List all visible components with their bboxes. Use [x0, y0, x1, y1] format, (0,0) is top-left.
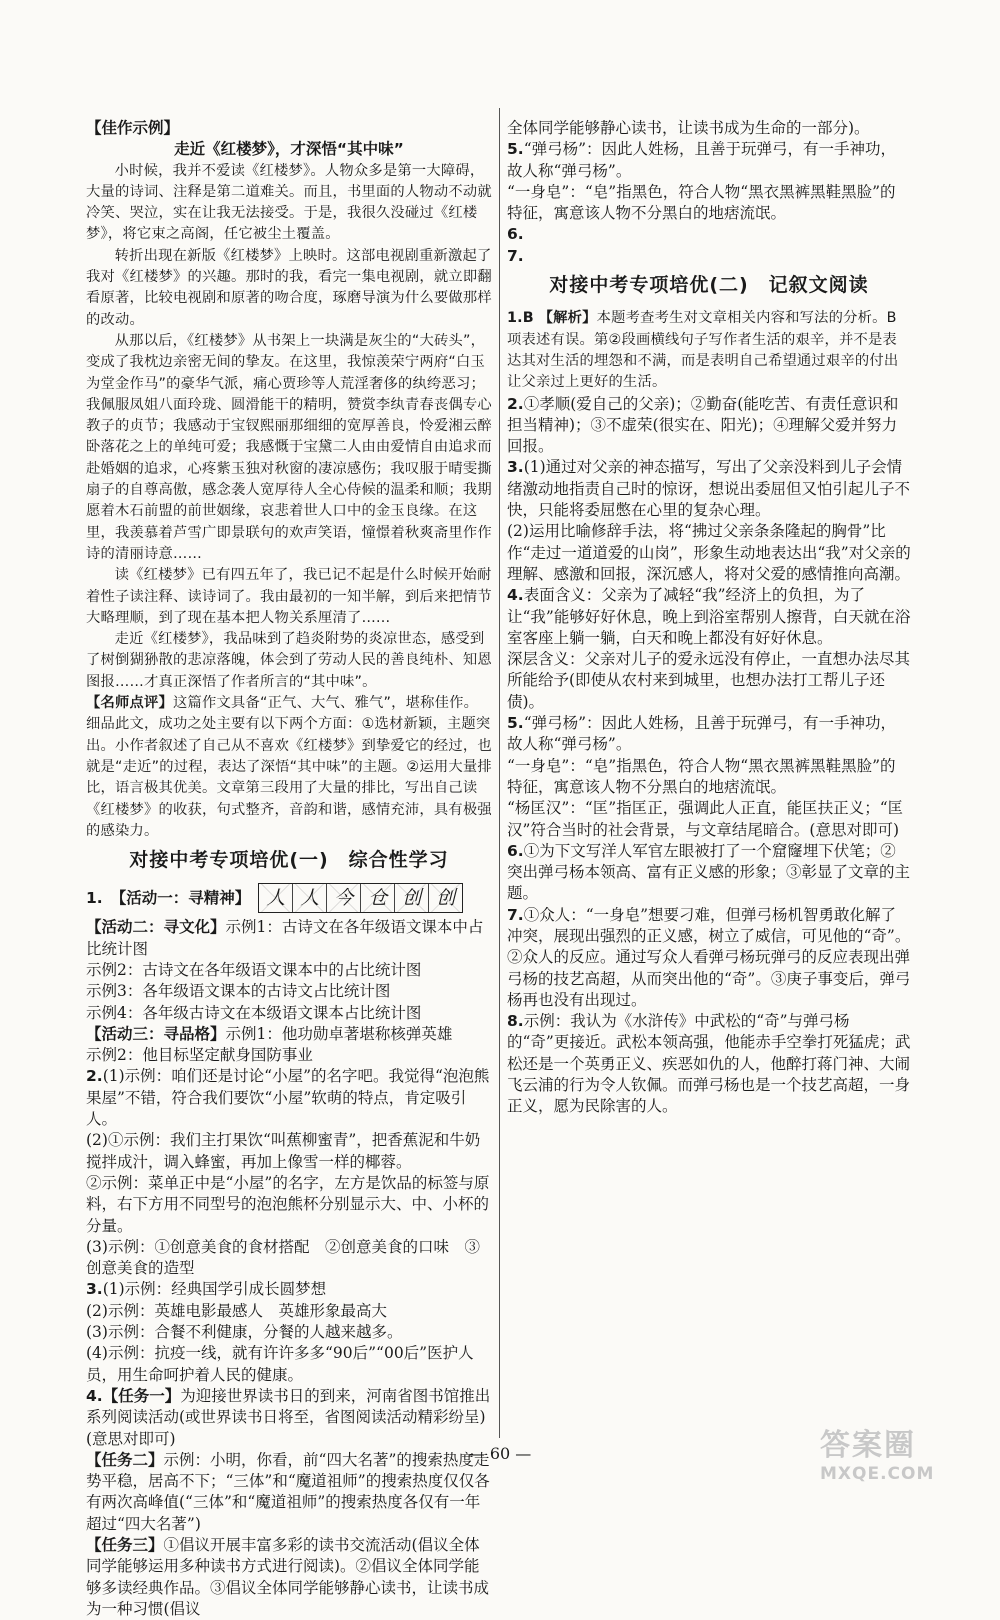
answer-line: ②示例：菜单正中是“小屋”的名字，左方是饮品的标签与原料，右下方用不同型号的泡泡熊杯分别显示大、中、小杯的分量。: [86, 1173, 490, 1235]
question-number: 6.: [507, 225, 524, 244]
answer-line: 示例4：各年级古诗文在本级语文课本占比统计图: [86, 1003, 422, 1022]
answer-line: 示例2：他目标坚定献身国防事业: [86, 1046, 313, 1065]
answer-line: 示例2：古诗文在各年级语文课本中的占比统计图: [86, 960, 422, 979]
essay-paragraph: 转折出现在新版《红楼梦》上映时。这部电视剧重新激起了我对《红楼梦》的兴趣。那时的我，看完一集电视剧，就立即翻看原著，比较电视剧和原著的吻合度，琢磨导演为什么要做那样的改动。: [86, 247, 492, 328]
answer-line: [507, 1011, 911, 1117]
character-grid: [258, 883, 463, 913]
watermark-url: MXQE.COM: [820, 1464, 935, 1484]
teacher-review: [86, 693, 492, 842]
question-number: 2.: [507, 394, 524, 413]
review-tag: 【名师点评】: [86, 695, 173, 712]
watermark-logo: [820, 1420, 980, 1486]
task-tag: 【任务三】: [86, 1536, 164, 1554]
review-text: 这篇作文具备“正气、大气、雅气”，堪称佳作。细品此文，成功之处主要有以下两个方面：①选材新颖，主题突出。小作者叙述了自己从不喜欢《红楼梦》到挚爱它的经过，也就是“走近”的过程，表达了深悟“其中味”的主题。②运用大量排比，语言极其优美。文章第三段用了大量的排比，写出自己读《红楼梦》的收获，句式整齐，音韵和谐，感情充沛，具有极强的感染力。: [86, 695, 492, 839]
essay-paragraph: 读《红楼梦》已有四五年了，我已记不起是什么时候开始耐着性子读注释、读诗词了。我由最初的一知半解，到后来把情节大略理顺，到了现在基本把人物关系厘清了……: [86, 567, 492, 626]
question-number: 5.: [507, 714, 524, 733]
grid-cell: 创: [395, 884, 429, 912]
essay-paragraph: 从那以后，《红楼梦》从书架上一块满是灰尘的“大砖头”，变成了我枕边亲密无间的挚友。在这里，我惊羡荣宁两府“白玉为堂金作马”的豪华气派，痛心贾珍等人荒淫奢侈的纨绔恶习；我佩服凤姐八面玲珑、圆滑能干的精明，赞赏李纨青春丧偶专心教子的贞节；我感动于宝钗熙丽那细细的宽厚善良，怜爱湘云醉卧落花之上的单纯可爱；我感慨于宝黛二人由由爱情自由追求而赴婚姻的追求，心疼紫玉独对秋窗的凄凉感伤；我叹服于晴雯撕扇子的自尊高傲，感念袭人宽厚待人全心侍候的温柔和顺；我期愿着木石前盟的前世姻缘，哀悲着世人口中的金玉良缘。在这里，我羡慕着芦雪广即景联句的欢声笑语，憧憬着秋爽斋里作作诗的清丽诗意……: [86, 332, 492, 562]
answer-text: ①倡议开展丰富多彩的读书交流活动(倡议全体同学能够运用多种读书方式进行阅读)。②倡议全体同学能够多读经典作品。③倡议全体同学能够静心读书，让读书成为一种习惯(倡议: [86, 1536, 490, 1618]
left-column: [86, 118, 492, 1620]
answer-text: ①孝顺(爱自己的父亲)；②勤奋(能吃苦、有责任意识和担当精神)；③不虚荣(很实在、阳光)；④理解父爱并努力回报。: [507, 394, 899, 456]
essay-title: 走近《红楼梦》，才深悟“其中味”: [174, 140, 404, 159]
answer-line: (2)示例：英雄电影最感人 英雄形象最高大: [86, 1301, 387, 1320]
task-tag: 【任务二】: [86, 1450, 164, 1469]
right-column: [507, 118, 911, 1118]
grid-cell: 人: [259, 884, 293, 912]
column-divider: [499, 108, 500, 1438]
essay-header-tag: 【佳作示例】: [86, 119, 180, 137]
activity-tag: 【活动二：寻文化】: [86, 918, 226, 937]
answer-text: (1)示例：咱们还是讨论“小屋”的名字吧。我觉得“泡泡熊果屋”不错，符合我们要饮“小屋”软萌的特点，肯定吸引人。: [86, 1067, 490, 1129]
answer-line: “一身皂”：“皂”指黑色，符合人物“黑衣黑裤黑鞋黑脸”的特征，寓意该人物不分黑白的地痞流氓。: [507, 182, 896, 223]
answer-line: [86, 1024, 492, 1045]
answer-text: 示例1：古诗文在各年级语文课本中占比统计图: [86, 918, 484, 958]
answer-line: [507, 308, 911, 393]
grid-cell: 仓: [361, 884, 395, 912]
answer-line: 示例3：各年级语文课本的古诗文占比统计图: [86, 982, 391, 1001]
section-title-2: 对接中考专项培优(二) 记叙文阅读: [549, 274, 869, 297]
answer-line: 深层含义：父亲对儿子的爱永远没有停止，一直想办法尽其所能给予(即使从农村来到城里，也想办法打工帮儿子还债)。: [507, 650, 911, 711]
grid-cell: 创: [429, 884, 462, 912]
question-number: 7.: [507, 905, 524, 924]
answer-line: (2)运用比喻修辞手法，将“拂过父亲条条隆起的胸骨”比作“走过一道道爱的山岗”，形象生动地表达出“我”对父亲的理解、感激和回报，深沉感人，将对父爱的感情推向高潮。: [507, 522, 911, 583]
answer-text: 示例：我认为《水浒传》中武松的“奇”与弹弓杨的“奇”更接近。武松本领高强，他能赤手空拳打死猛虎；武松还是一个英勇正义、疾恶如仇的人，他醉打蒋门神、大闹飞云浦的行为令人钦佩。而弹弓杨也是一个技艺高超，一身正义，愿为民除害的人。: [507, 1012, 911, 1116]
question-number: 1.: [86, 888, 103, 907]
answer-line: [507, 457, 911, 521]
task-tag: 【任务一】: [102, 1386, 181, 1405]
answer-line: [507, 246, 911, 267]
question-number: 7.: [507, 246, 524, 265]
answer-text: ①众人：“一身皂”想要刁难，但弹弓杨机智勇敢化解了冲突，展现出强烈的正义感，树立了威信，可见他的“奇”。②众人的反应。通过写众人看弹弓杨玩弹弓的反应表现出弹弓杨的技艺高超，从而突出他的“奇”。③庚子事变后，弹弓杨再也没有出现过。: [507, 905, 911, 1009]
question-number: 5.: [507, 140, 524, 159]
answer-line: (3)示例：合餐不利健康，分餐的人越来越多。: [86, 1323, 403, 1342]
essay-paragraph: 走近《红楼梦》，我品味到了趋炎附势的炎凉世态，感受到了树倒猢狲散的悲凉落魄，体会到了劳动人民的善良纯朴、知恩图报……才真正深悟了作者所言的“其中味”。: [86, 631, 492, 690]
essay-paragraph: 小时候，我并不爱读《红楼梦》。人物众多是第一大障碍，大量的诗词、注释是第二道难关。而且，书里面的人物动不动就冷笑、哭泣，实在让我无法接受。于是，我很久没碰过《红楼梦》，将它束之高阁，任它被尘土覆盖。: [86, 162, 492, 243]
answer-line: [507, 905, 911, 1011]
page-number: — 60 —: [468, 1444, 532, 1463]
question-number: 3.: [86, 1280, 103, 1299]
grid-cell: 人: [293, 884, 327, 912]
answer-line: [86, 1279, 492, 1300]
answer-line: [86, 1386, 492, 1450]
answer-text: “弹弓杨”：因此人姓杨，且善于玩弹弓，有一手神功，故人称“弹弓杨”。: [507, 714, 897, 754]
answer-text: 表面含义：父亲为了减轻“我”经济上的负担，为了让“我”能够好好休息，晚上到浴室帮别人擦背，白天就在浴室客座上躺一躺，白天和晚上都没有好好休息。: [507, 586, 911, 647]
answer-text: 示例1：他功勋卓著堪称核弹英雄: [225, 1024, 453, 1043]
answer-line: (3)示例：①创意美食的食材搭配 ②创意美食的口味 ③创意美食的造型: [86, 1237, 480, 1278]
grid-cell: 今: [327, 884, 361, 912]
answer-text: 为迎接世界读书日的到来，河南省图书馆推出系列阅读活动(或世界读书日将至，省图阅读活动精彩纷呈)(意思对即可): [86, 1386, 491, 1448]
answer-line: [86, 917, 492, 960]
analysis-tag: 【解析】: [538, 310, 597, 327]
question-number: 2.: [86, 1067, 103, 1086]
answer-line: [86, 1535, 492, 1620]
answer-line: [86, 1066, 492, 1130]
answer-choice: B: [522, 310, 534, 327]
watermark-text: 答案圈: [820, 1428, 916, 1463]
activity-tag: 【活动三：寻品格】: [86, 1024, 226, 1043]
answer-line: [507, 224, 911, 245]
answer-line: (2)①示例：我们主打果饮“叫蕉柳蜜青”，把香蕉泥和牛奶搅拌成汁，调入蜂蜜，再加上像雪一样的椰蓉。: [86, 1131, 481, 1171]
answer-line: [507, 841, 911, 905]
answer-text: 本题考查考生对文章相关内容和写法的分析。B项表述有误。第②段画横线句子写作者生活的艰辛，并不是表达其对生活的埋怨和不满，而是表明自己希望通过艰辛的付出让父亲过上更好的生活。: [507, 310, 899, 391]
section-title-1: 对接中考专项培优(一) 综合性学习: [129, 849, 449, 872]
answer-text: “弹弓杨”：因此人姓杨，且善于玩弹弓，有一手神功，故人称“弹弓杨”。: [507, 140, 897, 180]
question-number: 3.: [507, 458, 524, 477]
answer-line: [507, 394, 911, 458]
answer-line: [507, 713, 911, 756]
answer-text: (1)通过对父亲的神态描写，写出了父亲没料到儿子会情绪激动地指责自己时的惊讶，想说出委屈但又怕引起儿子不快，只能将委屈憋在心里的复杂心理。: [507, 458, 911, 520]
answer-line: [507, 585, 911, 649]
question-number: 1.: [507, 310, 523, 327]
answer-line: 全体同学能够静心读书，让读书成为生命的一部分)。: [507, 119, 870, 137]
question-number: 4.: [86, 1386, 103, 1405]
answer-text: ①为下文写洋人军官左眼被打了一个窟窿埋下伏笔；②突出弹弓杨本领高、富有正义感的形象；③彰显了文章的主题。: [507, 841, 911, 903]
answer-text: 示例：小明，你看，前“四大名著”的搜索热度走势平稳，居高不下；“三体”和“魔道祖师”的搜索热度仅仅各有两次高峰值(“三体”和“魔道祖师”的搜索热度各仅有一年超过“四大名著”): [86, 1450, 490, 1533]
answer-line: (4)示例：抗疫一线，就有许许多多“90后”“00后”医护人员，用生命呵护着人民的健康。: [86, 1344, 474, 1384]
answer-line: “一身皂”：“皂”指黑色，符合人物“黑衣黑裤黑鞋黑脸”的特征，寓意该人物不分黑白的地痞流氓。: [507, 756, 896, 796]
activity-one-tag: 【活动一：寻精神】: [110, 888, 251, 907]
question-number: 8.: [507, 1012, 524, 1031]
question-number: 4.: [507, 586, 524, 605]
answer-line: [507, 139, 911, 182]
answer-text: (1)示例：经典国学引成长圆梦想: [102, 1280, 327, 1299]
answer-line: “杨匡汉”：“匡”指匡正，强调此人正直，能匡扶正义；“匡汉”符合当时的社会背景，与文章结尾暗合。(意思对即可): [507, 799, 904, 839]
q1-row: [86, 883, 492, 913]
question-number: 6.: [507, 841, 524, 860]
